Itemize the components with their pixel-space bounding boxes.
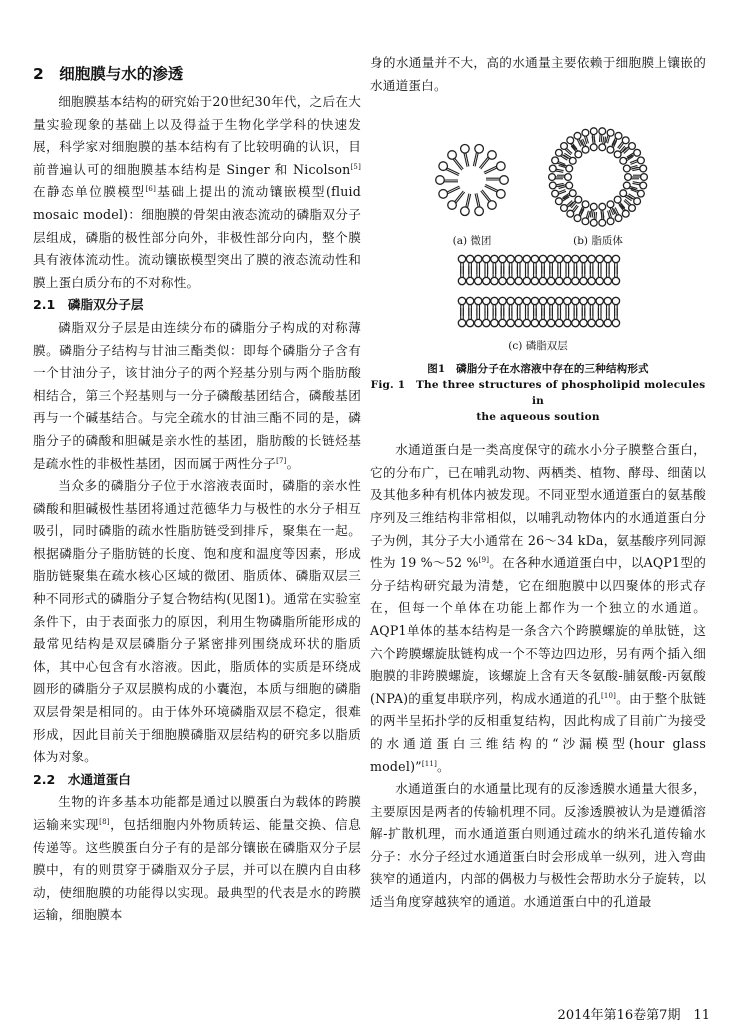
paragraph-5: 水通道蛋白是一类高度保守的疏水小分子膜整合蛋白，它的分布广，已在哺乳动物、两栖类、植物、酵母、细菌以及其他多种有机体内被发现。不同亚型水通道蛋白的氨基酸序列及三维结构非常相似，以哺乳动物体内的水通道蛋白分子为例，其分子大小通常在 26～34 kDa，氨基酸序列同源性为 19 %～52 %[9]。在各种水通道蛋白中，以AQP1型的分子结构研究最为清楚，它在细胞膜中以四聚体的形式存在，但每一个单体在功能上都作为一个独立的水通道。AQP1单体的基本结构是一条含六个跨膜螺旋的单肽链，这六个跨膜螺旋肽链构成一个不等边四边形，另有两个插入细胞膜的非跨膜螺旋，该螺旋上含有天冬氨酸-脯氨酸-丙氨酸(NPA)的重复串联序列，构成水通道的孔[10]。由于整个肽链的两半呈拓扑学的反相重复结构，因此构成了目前广为接受的水通道蛋白三维结构的“沙漏模型(hour glass model)”[11]。 bbox=[370, 442, 706, 774]
page-footer: 2014年第16卷第7期 11 bbox=[557, 1008, 710, 1023]
left-column bbox=[33, 52, 361, 927]
ref-9: [9] bbox=[478, 555, 490, 564]
paragraph-6: 水通道蛋白的水通量比现有的反渗透膜水通量大很多，主要原因是两者的传输机理不同。反渗透膜被认为是遵循溶解-扩散机理，而水通道蛋白则通过疏水的纳米孔道传输水分子：水分子经过水通道蛋白时会形成单一纵列，进入弯曲狭窄的通道内，内部的偶极力与极性会帮助水分子旋转，以适当角度穿越狭窄的通道。水通道蛋白中的孔道最 bbox=[370, 781, 706, 910]
ref-11: [11] bbox=[421, 759, 437, 768]
ref-7: [7] bbox=[276, 456, 287, 465]
ref-5: [5] bbox=[350, 162, 361, 171]
subsection-2-1-title: 2.1 磷脂双分子层 bbox=[33, 297, 144, 313]
paragraph-4: 生物的许多基本功能都是通过以膜蛋白为载体的跨膜运输来实现[8]，包括细胞内外物质转运、能量交换、信息传递等。这些膜蛋白分子有的是部分镶嵌在磷脂双分子层膜中，有的则贯穿于磷脂双分子层，并可以在膜内自由移动，使细胞膜的功能得以实现。最典型的代表是水的跨膜运输，细胞膜本 bbox=[33, 794, 361, 923]
bilayer-illustration bbox=[370, 251, 706, 341]
ref-8: [8] bbox=[99, 817, 110, 826]
figure-caption-en-2: the aqueous soution bbox=[476, 411, 600, 424]
figure-1 bbox=[370, 105, 706, 355]
fig-label-a: (a) 微团 bbox=[452, 235, 492, 248]
subsection-2-2-title: 2.2 水通道蛋白 bbox=[33, 771, 131, 787]
ref-10: [10] bbox=[600, 691, 617, 700]
fig-label-c: (c) 磷脂双层 bbox=[508, 340, 568, 353]
paragraph-1: 细胞膜基本结构的研究始于20世纪30年代，之后在大量实验现象的基础上以及得益于生物化学学科的快速发展，科学家对细胞膜的基本结构有了比较明确的认识，目前普遍认可的细胞膜基本结构是 Singer 和 Nicolson[5] 在静态单位膜模型[6]基础上提出的流动镶嵌模型(fluid mosaic model)：细胞膜的骨架由液态流动的磷脂双分子层组成，磷脂的极性部分向外，非极性部分向内，整个膜具有液体流动性。流动镶嵌模型突出了膜的液态流动性和膜上蛋白质分布的不对称性。 bbox=[33, 94, 361, 290]
paragraph-continued: 身的水通量并不大，高的水通量主要依赖于细胞膜上镶嵌的水通道蛋白。 bbox=[370, 55, 706, 93]
fig-label-b: (b) 脂质体 bbox=[573, 235, 623, 248]
paragraph-2: 磷脂双分子层是由连续分布的磷脂分子构成的对称薄膜。磷脂分子结构与甘油三酯类似：即每个磷脂分子含有一个甘油分子，该甘油分子的两个羟基分别与两个脂肪酸相结合，第三个羟基则与一分子磷酸基团结合，磷酸基团再与一个碱基结合。与完全疏水的甘油三酯不同的是，磷脂分子的磷酸和胆碱是亲水性的基团，脂肪酸的长链烃基是疏水性的非极性基团，因而属于两性分子[7]。 bbox=[33, 319, 361, 471]
figure-caption-en-1: Fig. 1 The three structures of phospholipid molecules in bbox=[370, 379, 706, 408]
ref-6: [6] bbox=[145, 185, 156, 194]
figure-caption-cn: 图1 磷脂分子在水溶液中存在的三种结构形式 bbox=[427, 363, 649, 376]
paragraph-3: 当众多的磷脂分子位于水溶液表面时，磷脂的亲水性磷酸和胆碱极性基团将通过范德华力与极性的水分子相互吸引，同时磷脂的疏水性脂肪链受到排斥，聚集在一起。根据磷脂分子脂肪链的长度、饱和度和温度等因素，形成脂肪链聚集在疏水核心区域的微团、脂质体、磷脂双层三种不同形式的磷脂分子复合物结构(见图1)。通常在实验室条件下，由于表面张力的原因，利用生物磷脂所能形成的最常见结构是双层磷脂分子紧密排列围绕成环状的脂质体，其中心包含有水溶液。因此，脂质体的实质是环绕成圆形的磷脂分子双层膜构成的小囊泡，本质与细胞的磷脂双层骨架是相同的。由于体外环境磷脂双层不稳定，很难形成，因此目前关于细胞膜磷脂双层结构的研究多以脂质体为对象。 bbox=[33, 478, 361, 765]
section-title: 2 细胞膜与水的渗透 bbox=[33, 65, 184, 83]
right-column bbox=[370, 52, 706, 914]
